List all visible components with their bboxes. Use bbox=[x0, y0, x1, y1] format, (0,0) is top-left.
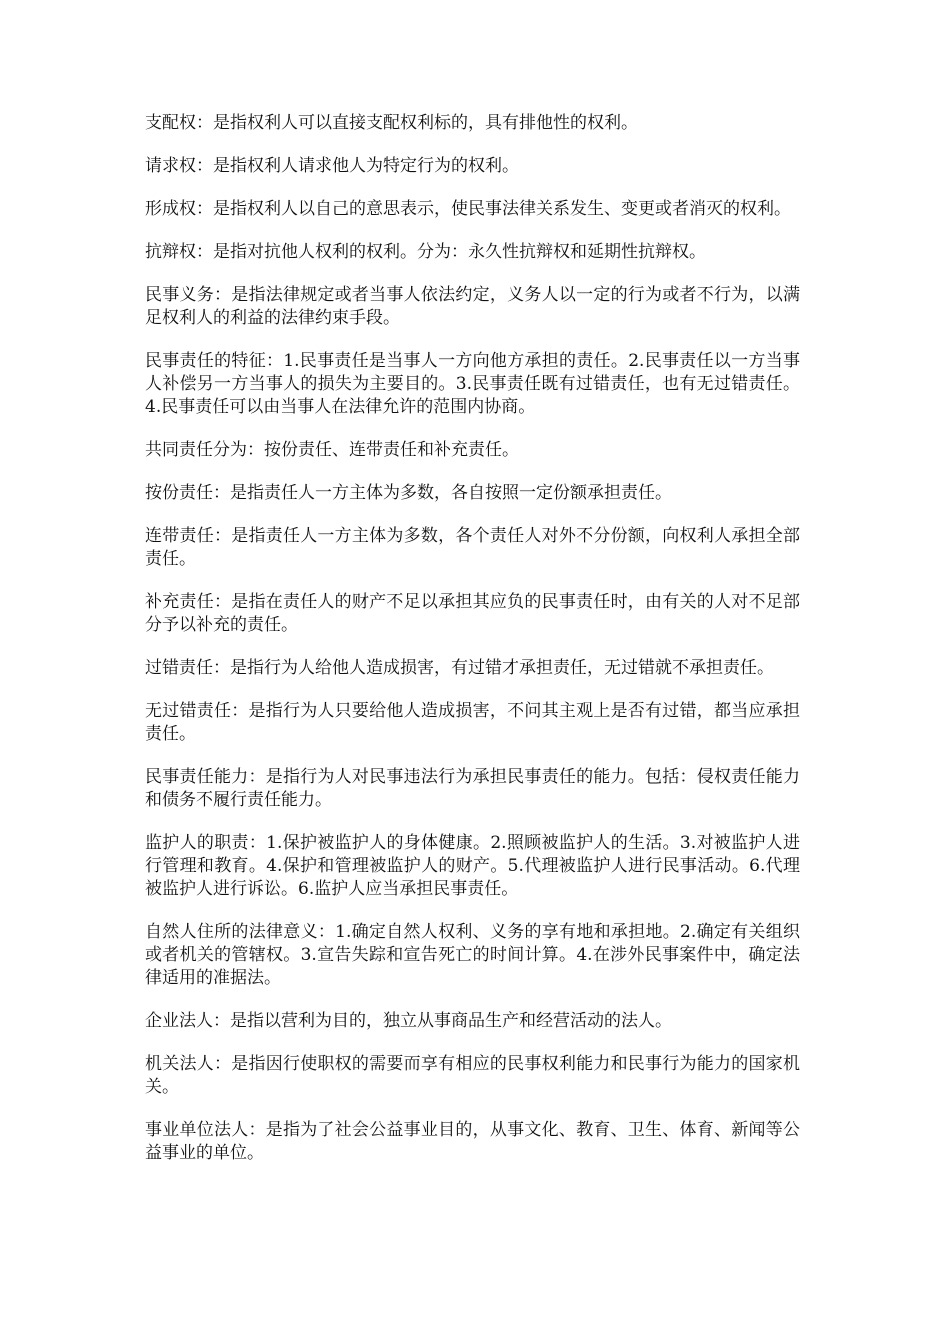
paragraph-proportional-liability: 按份责任：是指责任人一方主体为多数，各自按照一定份额承担责任。 bbox=[145, 483, 672, 503]
paragraph-civil-obligation: 民事义务：是指法律规定或者当事人依法约定，义务人以一定的行为或者不行为，以满足权利人的利益的法律约束手段。 bbox=[145, 285, 800, 328]
paragraph-enterprise-legal-person: 企业法人：是指以营利为目的，独立从事商品生产和经营活动的法人。 bbox=[145, 1011, 672, 1031]
paragraph-supplementary-liability: 补充责任：是指在责任人的财产不足以承担其应负的民事责任时，由有关的人对不足部分予以补充的责任。 bbox=[145, 592, 800, 635]
paragraph-no-fault-liability: 无过错责任：是指行为人只要给他人造成损害，不问其主观上是否有过错，都当应承担责任。 bbox=[145, 701, 800, 744]
paragraph-domicile-significance: 自然人住所的法律意义：1.确定自然人权利、义务的享有地和承担地。2.确定有关组织或者机关的管辖权。3.宣告失踪和宣告死亡的时间计算。4.在涉外民事案件中，确定法律适用的准据法。 bbox=[145, 922, 800, 988]
document-body bbox=[145, 112, 800, 1185]
paragraph-defense-right: 抗辩权：是指对抗他人权利的权利。分为：永久性抗辩权和延期性抗辩权。 bbox=[145, 242, 706, 262]
paragraph-fault-liability: 过错责任：是指行为人给他人造成损害，有过错才承担责任，无过错就不承担责任。 bbox=[145, 658, 774, 678]
paragraph-government-legal-person: 机关法人：是指因行使职权的需要而享有相应的民事权利能力和民事行为能力的国家机关。 bbox=[145, 1054, 800, 1097]
paragraph-public-institution-legal-person: 事业单位法人：是指为了社会公益事业目的，从事文化、教育、卫生、体育、新闻等公益事业的单位。 bbox=[145, 1120, 800, 1163]
paragraph-joint-liability-types: 共同责任分为：按份责任、连带责任和补充责任。 bbox=[145, 440, 519, 460]
paragraph-civil-liability-features: 民事责任的特征：1.民事责任是当事人一方向他方承担的责任。2.民事责任以一方当事人补偿另一方当事人的损失为主要目的。3.民事责任既有过错责任，也有无过错责任。4.民事责任可以由当事人在法律允许的范围内协商。 bbox=[145, 351, 800, 417]
paragraph-joint-several-liability: 连带责任：是指责任人一方主体为多数，各个责任人对外不分份额，向权利人承担全部责任。 bbox=[145, 526, 800, 569]
paragraph-liability-capacity: 民事责任能力：是指行为人对民事违法行为承担民事责任的能力。包括：侵权责任能力和债务不履行责任能力。 bbox=[145, 767, 800, 810]
paragraph-claim-right: 请求权：是指权利人请求他人为特定行为的权利。 bbox=[145, 156, 519, 176]
paragraph-guardian-duties: 监护人的职责：1.保护被监护人的身体健康。2.照顾被监护人的生活。3.对被监护人进行管理和教育。4.保护和管理被监护人的财产。5.代理被监护人进行民事活动。6.代理被监护人进行诉讼。6.监护人应当承担民事责任。 bbox=[145, 833, 800, 899]
paragraph-dominion-right: 支配权：是指权利人可以直接支配权利标的，具有排他性的权利。 bbox=[145, 113, 638, 133]
paragraph-formation-right: 形成权：是指权利人以自己的意思表示，使民事法律关系发生、变更或者消灭的权利。 bbox=[145, 199, 791, 219]
